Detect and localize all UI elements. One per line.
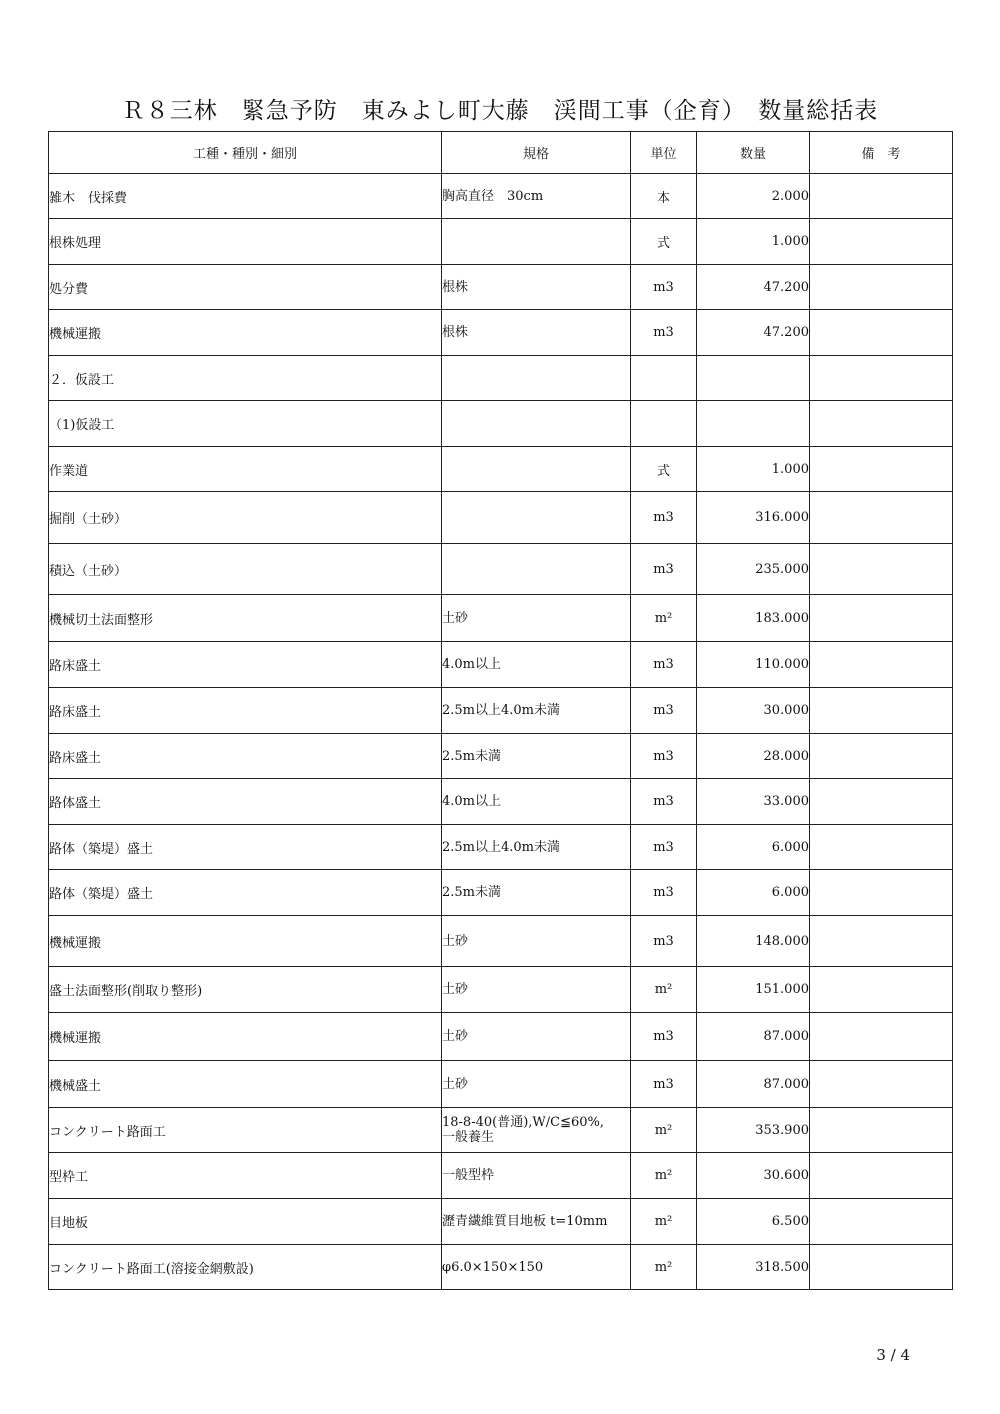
item-qty: 6.500 bbox=[697, 1199, 810, 1245]
item-name: 作業道 bbox=[49, 447, 442, 492]
item-note bbox=[810, 1061, 953, 1108]
item-note bbox=[810, 219, 953, 265]
item-spec: 2.5m未満 bbox=[442, 734, 631, 779]
item-note bbox=[810, 174, 953, 219]
item-spec: 4.0m以上 bbox=[442, 779, 631, 825]
item-unit: m3 bbox=[631, 734, 697, 779]
table-row bbox=[49, 825, 953, 870]
item-unit: m² bbox=[631, 1108, 697, 1153]
item-note bbox=[810, 1153, 953, 1199]
table-row bbox=[49, 492, 953, 544]
item-spec bbox=[442, 492, 631, 544]
page-number: 3 / 4 bbox=[876, 1346, 910, 1364]
item-unit: m3 bbox=[631, 779, 697, 825]
item-qty: 151.000 bbox=[697, 967, 810, 1013]
item-qty: 110.000 bbox=[697, 642, 810, 688]
item-unit bbox=[631, 401, 697, 447]
item-unit: m3 bbox=[631, 1013, 697, 1061]
item-note bbox=[810, 310, 953, 356]
table-row bbox=[49, 219, 953, 265]
item-note bbox=[810, 447, 953, 492]
item-spec-line: 18-8-40(普通),W/C≦60%, bbox=[442, 1115, 605, 1130]
item-qty: 353.900 bbox=[697, 1108, 810, 1153]
item-name: ２．仮設工 bbox=[49, 356, 442, 401]
header-note: 備 考 bbox=[810, 132, 953, 174]
header-qty: 数量 bbox=[697, 132, 810, 174]
item-spec bbox=[442, 219, 631, 265]
item-note bbox=[810, 916, 953, 967]
item-spec: 4.0m以上 bbox=[442, 642, 631, 688]
item-name: 機械運搬 bbox=[49, 1013, 442, 1061]
item-name: 機械運搬 bbox=[49, 310, 442, 356]
item-qty: 30.000 bbox=[697, 688, 810, 734]
item-note bbox=[810, 1245, 953, 1290]
item-unit: m3 bbox=[631, 1061, 697, 1108]
item-unit: m² bbox=[631, 1245, 697, 1290]
item-name: 機械盛土 bbox=[49, 1061, 442, 1108]
item-spec: 胸高直径 30cm bbox=[442, 174, 631, 219]
header-unit: 単位 bbox=[631, 132, 697, 174]
item-qty: 87.000 bbox=[697, 1061, 810, 1108]
item-qty: 33.000 bbox=[697, 779, 810, 825]
item-qty: 30.600 bbox=[697, 1153, 810, 1199]
item-unit: m3 bbox=[631, 642, 697, 688]
table-row bbox=[49, 174, 953, 219]
item-unit: m² bbox=[631, 1153, 697, 1199]
table-row bbox=[49, 916, 953, 967]
item-note bbox=[810, 870, 953, 916]
item-qty: 1.000 bbox=[697, 219, 810, 265]
table-row bbox=[49, 447, 953, 492]
table-row bbox=[49, 1199, 953, 1245]
item-spec: 2.5m未満 bbox=[442, 870, 631, 916]
table-row bbox=[49, 1061, 953, 1108]
item-note bbox=[810, 595, 953, 642]
table-row bbox=[49, 870, 953, 916]
item-note bbox=[810, 356, 953, 401]
item-unit: m3 bbox=[631, 688, 697, 734]
item-name: 路体（築堤）盛土 bbox=[49, 825, 442, 870]
item-qty: 316.000 bbox=[697, 492, 810, 544]
item-spec: φ6.0×150×150 bbox=[442, 1245, 631, 1290]
item-spec bbox=[442, 401, 631, 447]
table-row bbox=[49, 1013, 953, 1061]
item-spec: 根株 bbox=[442, 265, 631, 310]
item-qty: 2.000 bbox=[697, 174, 810, 219]
table-row bbox=[49, 734, 953, 779]
table-row bbox=[49, 595, 953, 642]
header-item: 工種・種別・細別 bbox=[49, 132, 442, 174]
item-spec: 瀝青繊維質目地板 t=10mm bbox=[442, 1199, 631, 1245]
item-name: コンクリート路面工 bbox=[49, 1108, 442, 1153]
item-name: コンクリート路面工(溶接金網敷設) bbox=[49, 1245, 442, 1290]
item-name: 型枠工 bbox=[49, 1153, 442, 1199]
item-spec: 土砂 bbox=[442, 967, 631, 1013]
item-unit bbox=[631, 356, 697, 401]
item-spec bbox=[442, 544, 631, 595]
table-row bbox=[49, 642, 953, 688]
item-unit: 本 bbox=[631, 174, 697, 219]
item-unit: m3 bbox=[631, 916, 697, 967]
table-row bbox=[49, 1245, 953, 1290]
item-name: 積込（土砂） bbox=[49, 544, 442, 595]
item-note bbox=[810, 779, 953, 825]
item-name: 機械運搬 bbox=[49, 916, 442, 967]
item-name: 根株処理 bbox=[49, 219, 442, 265]
item-note bbox=[810, 544, 953, 595]
item-spec: 土砂 bbox=[442, 916, 631, 967]
table-row bbox=[49, 967, 953, 1013]
item-spec: 土砂 bbox=[442, 1061, 631, 1108]
item-unit: m3 bbox=[631, 544, 697, 595]
item-unit: 式 bbox=[631, 447, 697, 492]
table-row bbox=[49, 265, 953, 310]
item-name: 路床盛土 bbox=[49, 734, 442, 779]
item-spec bbox=[442, 447, 631, 492]
page-title: Ｒ８三林 緊急予防 東みよし町大藤 渓間工事（企育） 数量総括表 bbox=[121, 98, 879, 124]
item-note bbox=[810, 492, 953, 544]
item-name: 路体（築堤）盛土 bbox=[49, 870, 442, 916]
item-name: 掘削（土砂） bbox=[49, 492, 442, 544]
item-name: （1)仮設工 bbox=[49, 401, 442, 447]
item-name: 路床盛土 bbox=[49, 642, 442, 688]
item-name: 路床盛土 bbox=[49, 688, 442, 734]
item-qty: 6.000 bbox=[697, 825, 810, 870]
item-spec: 土砂 bbox=[442, 1013, 631, 1061]
item-qty: 6.000 bbox=[697, 870, 810, 916]
table-row bbox=[49, 1153, 953, 1199]
item-note bbox=[810, 967, 953, 1013]
table-row bbox=[49, 401, 953, 447]
item-qty: 47.200 bbox=[697, 310, 810, 356]
item-spec: 根株 bbox=[442, 310, 631, 356]
item-unit: m3 bbox=[631, 310, 697, 356]
item-unit: m² bbox=[631, 595, 697, 642]
item-name: 機械切土法面整形 bbox=[49, 595, 442, 642]
item-note bbox=[810, 642, 953, 688]
header-spec: 規格 bbox=[442, 132, 631, 174]
table-row bbox=[49, 356, 953, 401]
item-note bbox=[810, 1013, 953, 1061]
table-row bbox=[49, 688, 953, 734]
item-note bbox=[810, 1199, 953, 1245]
table-row bbox=[49, 1108, 953, 1153]
item-note bbox=[810, 825, 953, 870]
item-qty: 183.000 bbox=[697, 595, 810, 642]
item-name: 路体盛土 bbox=[49, 779, 442, 825]
quantity-summary-table bbox=[48, 131, 953, 1290]
item-qty bbox=[697, 401, 810, 447]
item-spec: 一般型枠 bbox=[442, 1153, 631, 1199]
item-note bbox=[810, 1108, 953, 1153]
item-unit: m3 bbox=[631, 265, 697, 310]
item-unit: m3 bbox=[631, 492, 697, 544]
item-spec: 2.5m以上4.0m未満 bbox=[442, 688, 631, 734]
item-spec bbox=[442, 1108, 631, 1153]
item-qty: 1.000 bbox=[697, 447, 810, 492]
item-qty: 28.000 bbox=[697, 734, 810, 779]
table-row bbox=[49, 310, 953, 356]
item-note bbox=[810, 688, 953, 734]
item-name: 盛土法面整形(削取り整形) bbox=[49, 967, 442, 1013]
item-spec: 2.5m以上4.0m未満 bbox=[442, 825, 631, 870]
item-spec bbox=[442, 356, 631, 401]
item-unit: m² bbox=[631, 967, 697, 1013]
item-qty: 318.500 bbox=[697, 1245, 810, 1290]
item-qty: 47.200 bbox=[697, 265, 810, 310]
item-name: 目地板 bbox=[49, 1199, 442, 1245]
header-row bbox=[49, 132, 953, 174]
item-unit: m3 bbox=[631, 825, 697, 870]
item-name: 処分費 bbox=[49, 265, 442, 310]
item-unit: m² bbox=[631, 1199, 697, 1245]
item-unit: m3 bbox=[631, 870, 697, 916]
item-qty: 235.000 bbox=[697, 544, 810, 595]
item-note bbox=[810, 734, 953, 779]
item-note bbox=[810, 265, 953, 310]
item-spec: 土砂 bbox=[442, 595, 631, 642]
item-name: 雑木 伐採費 bbox=[49, 174, 442, 219]
item-unit: 式 bbox=[631, 219, 697, 265]
table-row bbox=[49, 544, 953, 595]
item-spec-line: 一般養生 bbox=[442, 1130, 495, 1145]
item-note bbox=[810, 401, 953, 447]
item-qty: 87.000 bbox=[697, 1013, 810, 1061]
table-row bbox=[49, 779, 953, 825]
item-qty bbox=[697, 356, 810, 401]
item-qty: 148.000 bbox=[697, 916, 810, 967]
